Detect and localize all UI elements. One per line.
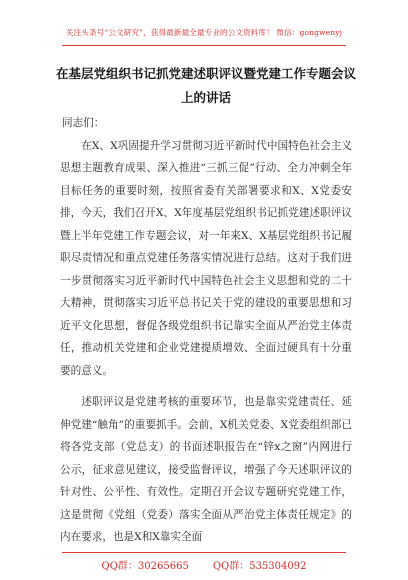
qq-group-1: QQ群：30265665 bbox=[101, 561, 189, 572]
footer-contact bbox=[0, 557, 408, 572]
header-divider bbox=[62, 45, 346, 46]
salutation: 同志们： bbox=[62, 117, 105, 129]
document-title: 在基层党组织书记抓党建述职评议暨党建工作专题会议上的讲话 bbox=[55, 66, 356, 105]
header-banner: 关注头条号“公文研究”，获得最新最全最专业的公文资料库！ 微信：gongwenyj bbox=[65, 28, 343, 37]
document-body bbox=[60, 112, 352, 549]
paragraph-1: 在X、X巩固提升学习贯彻习近平新时代中国特色社会主义思想主题教育成果、深入推进“三抓三促”行动、全力冲刺全年目标任务的重要时刻，按照省委有关部署要求和X、X党委安排，今天，我们召开X、X年度基层党组织书记抓党建述职评议暨上半年党建工作专题会议，对一年来X、X基层党组织书记履职尽责情况和重点党建任务落实情况进行总结。这对于我们进一步贯彻落实习近平新时代中国特色社会主义思想和党的二十大精神，贯彻落实习近平总书记关于党的建设的重要思想和习近平文化思想，督促各级党组织书记靠实全面从严治党主体责任，推动机关党建和企业党建提质增效、全面过硬具有十分重要的意义。 bbox=[60, 139, 352, 377]
footer-divider bbox=[62, 552, 346, 553]
paragraph-2: 述职评议是党建考核的重要环节，也是靠实党建责任、延伸党建“触角”的重要抓手。会前，X机关党委、X党委组织部已将各党支部（党总支）的书面述职报告在“锌x之窗”内网进行公示，征求意见建议，接受监督评议，增强了今天述职评议的针对性、公平性、有效性。定期召开会议专题研究党建工作，这是贯彻《党组（党委）落实全面从严治党主体责任规定》的内在要求，也是X和X靠实全面 bbox=[60, 396, 352, 543]
qq-group-2: QQ群：535304092 bbox=[212, 561, 307, 572]
